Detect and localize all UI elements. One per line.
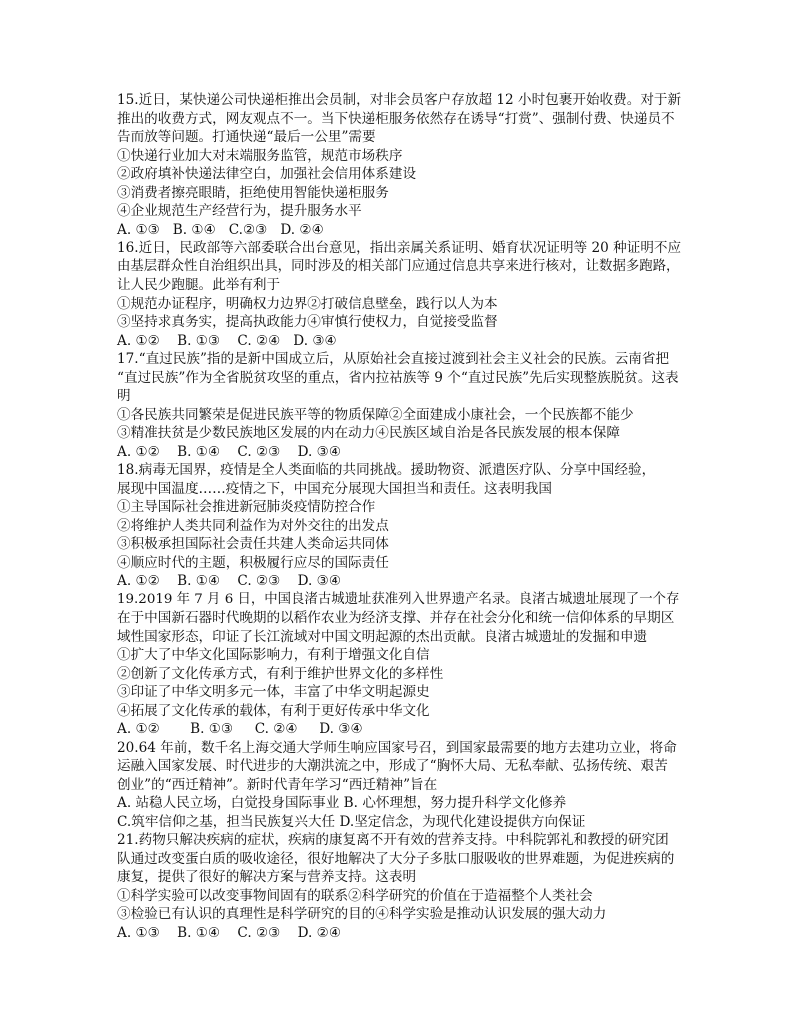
question-stem-line: 19.2019 年 7 月 6 日，中国良渚古城遗址获准列入世界遗产名录。良渚古城遗址展现了一个存 <box>117 591 680 607</box>
answer-choices: A. ①② B. ①③ C. ②④ D. ③④ <box>117 721 363 737</box>
question-15 <box>117 91 687 239</box>
question-stem-line: 18.病毒无国界，疫情是全人类面临的共同挑战。援助物资、派遣医疗队、分享中国经验， <box>117 462 656 478</box>
option-line: ③坚持求真务实，提高执政能力④审慎行使权力，自觉接受监督 <box>117 314 498 330</box>
option-line: ④顺应时代的主题，积极履行应尽的国际责任 <box>117 554 389 571</box>
option-line: C.筑牢信仰之基，担当民族复兴大任 D.坚定信念，为现代化建设提供方向保证 <box>117 813 586 830</box>
answer-choices: A. ①② B. ①④ C. ②③ D. ③④ <box>117 443 342 460</box>
question-stem-line: 21.药物只解决疾病的症状，疾病的康复离不开有效的营养支持。中科院郭礼和教授的研究团 <box>117 832 669 848</box>
option-line: ③积极承担国际社会责任共建人类命运共同体 <box>117 536 389 552</box>
question-20 <box>117 739 687 832</box>
answer-choices: A. ①② B. ①④ C. ②③ D. ③④ <box>117 573 342 589</box>
question-stem-line: 运融入国家发展、时代进步的大潮洪流之中，形成了“胸怀大局、无私奉献、弘扬传统、艰苦 <box>117 758 668 774</box>
question-19 <box>117 591 687 739</box>
question-stem-line: 创业”的“西迁精神”。新时代青年学习“西迁精神”旨在 <box>117 776 438 793</box>
option-line: ①扩大了中华文化国际影响力，有利于增强文化自信 <box>117 647 430 663</box>
option-line: ①主导国际社会推进新冠肺炎疫情防控合作 <box>117 499 376 515</box>
question-list <box>117 91 687 942</box>
option-line: ③消费者擦亮眼睛，拒绝使用智能快递柜服务 <box>117 184 389 201</box>
question-stem-line: 明 <box>117 388 131 404</box>
option-line: A. 站稳人民立场，白觉投身国际事业 B. 心怀理想，努力提升科学文化修养 <box>117 795 567 811</box>
question-stem-line: 20.64 年前，数千名上海交通大学师生响应国家号召，到国家最需要的地方去建功立业，将命 <box>117 739 677 756</box>
option-line: ①快递行业加大对末端服务监管，规范市场秩序 <box>117 147 403 164</box>
question-stem-line: 推出的收费方式，网友观点不一。当下快递柜服务依然存在诱导“打赏”、强制付费、快递员不 <box>117 110 675 127</box>
question-stem-line: 在于中国新石器时代晚期的以稻作农业为经济支撑、并存在社会分化和统一信仰体系的早期区 <box>117 610 675 626</box>
answer-choices: A. ①② B. ①③ C. ②④ D. ③④ <box>117 332 337 349</box>
answer-choices: A. ①③ B. ①④ C.②③ D. ②④ <box>117 221 324 238</box>
question-stem-line: 展现中国温度……疫情之下，中国充分展现大国担当和责任。这表明我国 <box>117 480 552 497</box>
question-stem-line: 让人民少跑腿。此举有利于 <box>117 277 281 293</box>
option-line: ③检验已有认识的真理性是科学研究的目的④科学实验是推动认识发展的强大动力 <box>117 906 607 922</box>
option-line: ③精准扶贫是少数民族地区发展的内在动力④民族区域自治是各民族发展的根本保障 <box>117 425 620 441</box>
answer-choices: A. ①③ B. ①④ C. ②③ D. ②④ <box>117 924 342 941</box>
question-stem-line: 康复，提供了很好的解决方案与营养支持。这表明 <box>117 869 417 885</box>
option-line: ③印证了中华文明多元一体，丰富了中华文明起源史 <box>117 684 430 700</box>
question-17 <box>117 350 687 461</box>
option-line: ②将维护人类共同利益作为对外交往的出发点 <box>117 517 389 534</box>
option-line: ②政府填补快递法律空白，加强社会信用体系建设 <box>117 166 417 182</box>
question-21 <box>117 831 687 942</box>
option-line: ④企业规范生产经营行为，提升服务水平 <box>117 203 362 219</box>
question-16 <box>117 239 687 350</box>
question-18 <box>117 461 687 591</box>
option-line: ②创新了文化传承方式，有利于维护世界文化的多样性 <box>117 665 444 682</box>
question-stem-line: 16.近日，民政部等六部委联合出台意见，指出亲属关系证明、婚育状况证明等 20 种证明不应 <box>117 240 682 256</box>
question-stem-line: 15.近日，某快递公司快递柜推出会员制，对非会员客户存放超 12 小时包裹开始收费。对于新 <box>117 92 682 108</box>
option-line: ④拓展了文化传承的载体，有利于更好传承中华文化 <box>117 702 430 719</box>
option-line: ①规范办证程序，明确权力边界②打破信息壁垒，践行以人为本 <box>117 295 498 312</box>
question-stem-line: “直过民族”作为全省脱贫攻坚的重点，省内拉祜族等 9 个“直过民族”先后实现整族脱贫。这表 <box>117 369 679 386</box>
question-stem-line: 告而放等问题。打通快递“最后一公里”需要 <box>117 129 376 145</box>
question-stem-line: 17.“直过民族”指的是新中国成立后，从原始社会直接过渡到社会主义社会的民族。云南省把 <box>117 351 670 367</box>
question-stem-line: 队通过改变蛋白质的吸收途径，很好地解决了大分子多肽口服吸收的世界难题，为促进疾病的 <box>117 850 675 867</box>
question-stem-line: 由基层群众性自治组织出具，同时涉及的相关部门应通过信息共享来进行核对，让数据多跑路， <box>117 258 680 274</box>
option-line: ①各民族共同繁荣是促进民族平等的物质保障②全面建成小康社会，一个民族都不能少 <box>117 406 634 423</box>
question-stem-line: 域性国家形态，印证了长江流域对中国文明起源的杰出贡献。良渚古城遗址的发掘和申遗 <box>117 628 648 645</box>
option-line: ①科学实验可以改变事物间固有的联系②科学研究的价值在于造福整个人类社会 <box>117 887 593 904</box>
